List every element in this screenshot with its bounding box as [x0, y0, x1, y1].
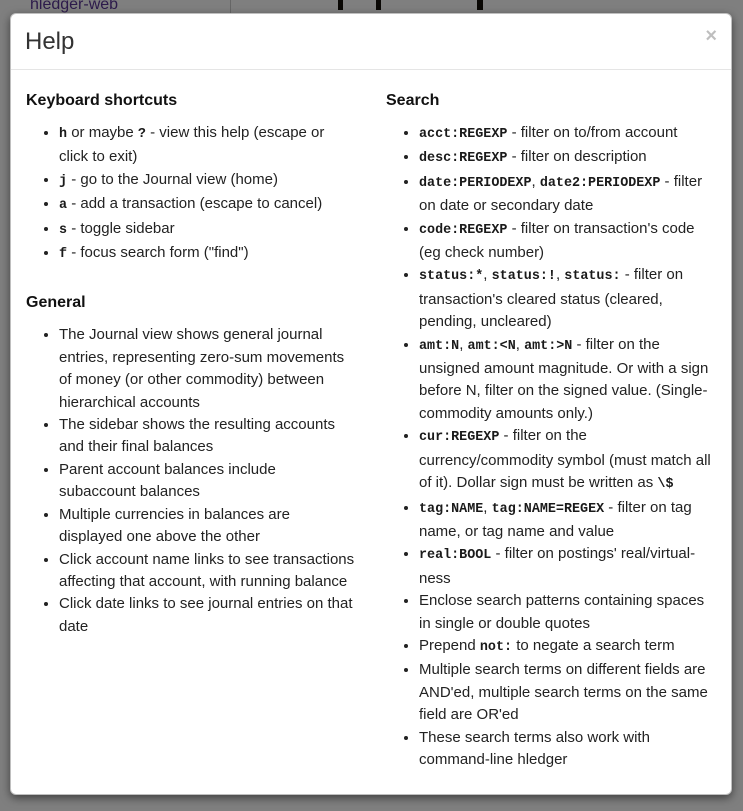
- list-item: • These search terms also work with command-line hledger: [419, 727, 716, 772]
- list-item: • desc:REGEXP - filter on description: [419, 146, 716, 170]
- code-term: a: [59, 198, 68, 214]
- code-term: cur:REGEXP: [419, 430, 500, 446]
- help-modal: [10, 13, 732, 795]
- code-term: date:PERIODEXP: [419, 175, 532, 191]
- search-heading: Search: [386, 92, 440, 109]
- left-column: [11, 84, 371, 781]
- code-term: \$: [657, 477, 674, 493]
- code-term: status:: [564, 269, 621, 285]
- list-item: • status:*, status:!, status: - filter on transaction's cleared status (cleared, pending, uncleared): [419, 264, 716, 333]
- general-list: [26, 324, 356, 638]
- search-list: [386, 122, 716, 771]
- code-term: date2:PERIODEXP: [539, 175, 661, 191]
- close-icon[interactable]: ×: [705, 25, 717, 47]
- list-item: • The sidebar shows the resulting accounts and their final balances: [59, 414, 356, 459]
- code-term: acct:REGEXP: [419, 127, 508, 142]
- list-item: • Parent account balances include subaccount balances: [59, 459, 356, 504]
- code-term: j: [59, 173, 68, 189]
- modal-body: [11, 70, 731, 795]
- list-item: • s - toggle sidebar: [59, 218, 356, 242]
- list-item: • h or maybe ? - view this help (escape or click to exit): [59, 122, 356, 169]
- code-term: tag:NAME: [419, 501, 484, 517]
- list-item: • amt:N, amt:<N, amt:>N - filter on the unsigned amount magnitude. Or with a sign before N, filter on the signed value. (Single-commodity amounts only.): [419, 334, 716, 426]
- code-term: ?: [137, 127, 146, 142]
- list-item: • Multiple search terms on different fields are AND'ed, multiple search terms on the same field are OR'ed: [419, 659, 716, 726]
- list-item: • Click date links to see journal entries on that date: [59, 593, 356, 638]
- general-heading: General: [26, 294, 86, 312]
- code-term: status:!: [491, 269, 556, 285]
- code-term: status:*: [419, 269, 484, 285]
- list-item: • code:REGEXP - filter on transaction's code (eg check number): [419, 218, 716, 265]
- list-item: • Enclose search patterns containing spaces in single or double quotes: [419, 590, 716, 635]
- code-term: tag:NAME=REGEX: [491, 501, 605, 517]
- list-item: • Prepend not: to negate a search term: [419, 635, 716, 659]
- code-term: f: [59, 247, 68, 263]
- list-item: • The Journal view shows general journal entries, representing zero-sum movements of money (or other commodity) between hierarchical accounts: [59, 324, 356, 414]
- code-term: code:REGEXP: [419, 222, 508, 238]
- keyboard-shortcuts-list: [26, 122, 356, 266]
- list-item: • real:BOOL - filter on postings' real/virtual-ness: [419, 543, 716, 590]
- code-term: amt:N: [419, 338, 460, 354]
- list-item: • cur:REGEXP - filter on the currency/commodity symbol (must match all of it). Dollar sign must be written as \$: [419, 425, 716, 496]
- code-term: amt:<N: [467, 338, 516, 354]
- modal-header: [11, 14, 731, 70]
- list-item: • date:PERIODEXP, date2:PERIODEXP - filter on date or secondary date: [419, 171, 716, 218]
- code-term: real:BOOL: [419, 548, 492, 564]
- list-item: • a - add a transaction (escape to cancel): [59, 193, 356, 217]
- modal-title: Help: [25, 28, 75, 55]
- list-item: • f - focus search form ("find"): [59, 242, 356, 266]
- code-term: amt:>N: [524, 338, 573, 354]
- code-term: not:: [479, 639, 513, 655]
- list-item: • j - go to the Journal view (home): [59, 169, 356, 193]
- list-item: • Click account name links to see transactions affecting that account, with running balance: [59, 549, 356, 594]
- right-column: [371, 84, 731, 781]
- code-term: h: [59, 127, 68, 142]
- code-term: desc:REGEXP: [419, 151, 508, 167]
- list-item: • tag:NAME, tag:NAME=REGEX - filter on tag name, or tag name and value: [419, 497, 716, 544]
- list-item: • acct:REGEXP - filter on to/from account: [419, 122, 716, 146]
- keyboard-shortcuts-heading: Keyboard shortcuts: [26, 92, 178, 109]
- list-item: • Multiple currencies in balances are displayed one above the other: [59, 504, 356, 549]
- code-term: s: [59, 222, 68, 238]
